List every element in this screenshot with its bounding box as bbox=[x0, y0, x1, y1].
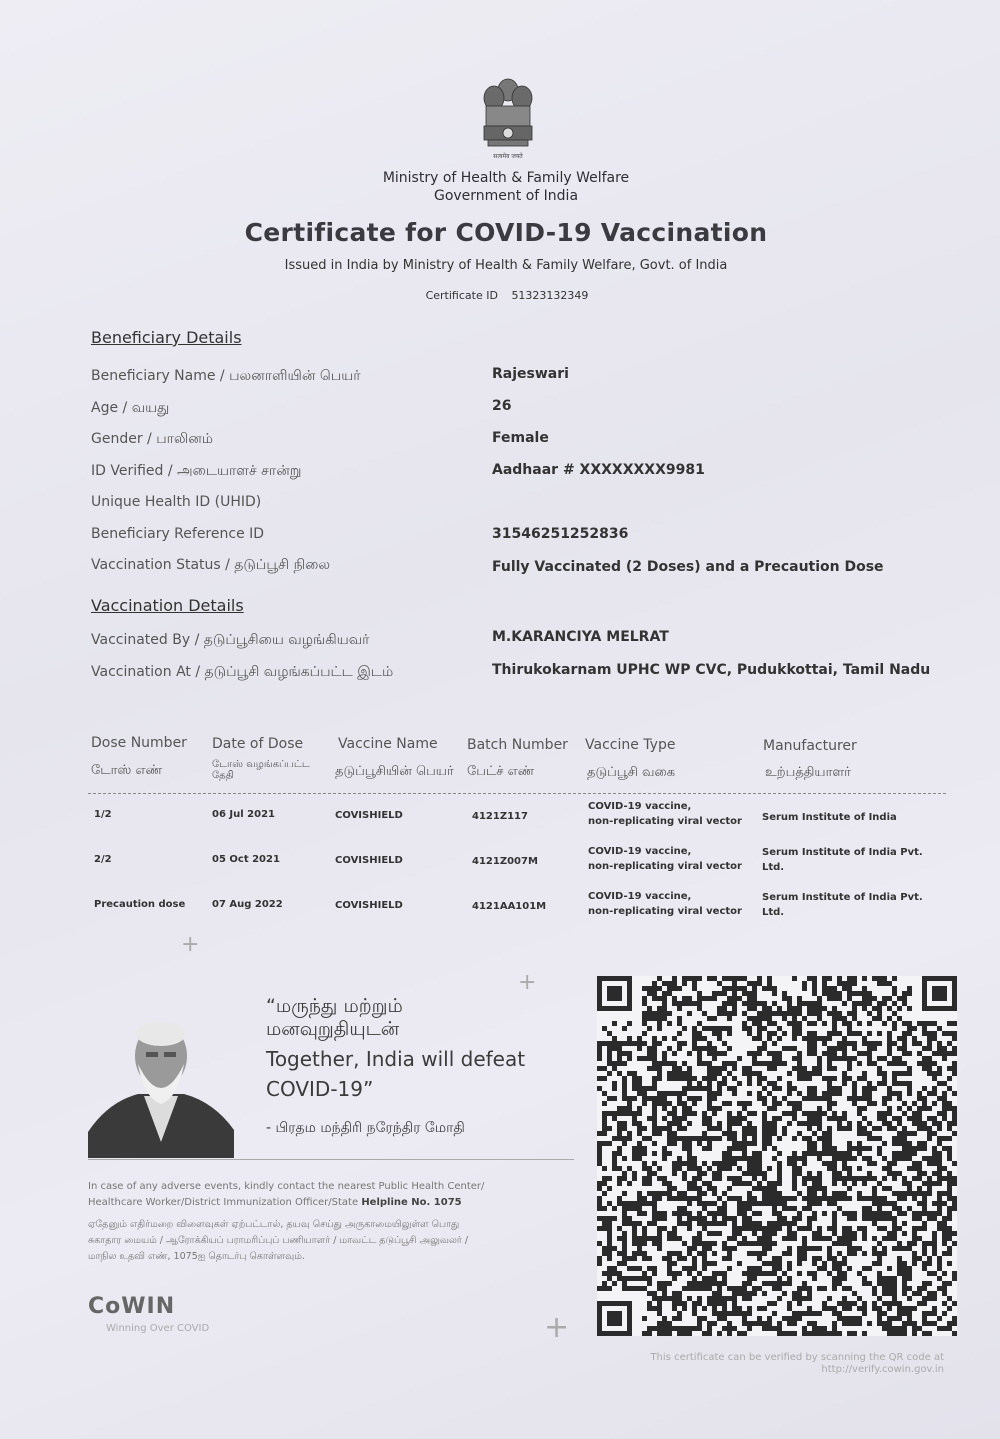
quote-english-1: Together, India will defeat bbox=[266, 1047, 526, 1071]
row3-batch: 4121AA101M bbox=[472, 901, 547, 912]
helpline-number: Helpline No. 1075 bbox=[361, 1197, 462, 1208]
quote-tamil-1: “மருந்து மற்றும் bbox=[266, 995, 403, 1017]
th-tamil-vaccine-name: தடுப்பூசியின் பெயர் bbox=[335, 764, 454, 779]
label-uhid: Unique Health ID (UHID) bbox=[91, 494, 262, 510]
th-vaccine-type: Vaccine Type bbox=[585, 737, 676, 753]
cowin-logo: CoWIN bbox=[88, 1294, 176, 1319]
certificate-id-line bbox=[0, 289, 1000, 302]
value-gender: Female bbox=[492, 430, 549, 446]
row3-type-1: COVID-19 vaccine, bbox=[588, 891, 692, 902]
label-vaccination-status: Vaccination Status / தடுப்பூசி நிலை bbox=[91, 557, 331, 573]
row1-batch: 4121Z117 bbox=[472, 811, 528, 822]
verify-line-2: http://verify.cowin.gov.in bbox=[821, 1364, 944, 1375]
row1-type-1: COVID-19 vaccine, bbox=[588, 801, 692, 812]
th-tamil-batch-number: பேட்ச் எண் bbox=[467, 764, 535, 779]
th-date-of-dose: Date of Dose bbox=[212, 736, 304, 752]
row3-name: COVISHIELD bbox=[335, 900, 403, 911]
value-vaccinated-by: M.KARANCIYA MELRAT bbox=[492, 629, 669, 645]
th-batch-number: Batch Number bbox=[467, 737, 568, 753]
row2-mfr-1: Serum Institute of India Pvt. bbox=[762, 847, 923, 858]
adverse-tamil-1: ஏதேனும் எதிர்மறை விளைவுகள் ஏற்பட்டால், தயவு செய்து அருகாமையிலுள்ள பொது bbox=[88, 1219, 460, 1230]
crosshair-mark-icon: + bbox=[181, 932, 200, 957]
row1-date: 06 Jul 2021 bbox=[212, 809, 275, 820]
value-age: 26 bbox=[492, 398, 512, 414]
th-vaccine-name: Vaccine Name bbox=[338, 736, 438, 752]
issued-by: Issued in India by Ministry of Health & Family Welfare, Govt. of India bbox=[284, 258, 728, 273]
th-tamil-vaccine-type: தடுப்பூசி வகை bbox=[587, 765, 676, 780]
cowin-tagline: Winning Over COVID bbox=[106, 1323, 210, 1334]
quote-tamil-2: மனவுறுதியுடன் bbox=[266, 1018, 400, 1040]
portrait-photo bbox=[88, 1012, 234, 1158]
th-dose-number: Dose Number bbox=[91, 735, 187, 751]
label-gender: Gender / பாலினம் bbox=[91, 431, 214, 447]
table-header-divider bbox=[88, 793, 946, 794]
vaccination-heading: Vaccination Details bbox=[91, 596, 244, 615]
certificate-title: Certificate for COVID-19 Vaccination bbox=[244, 218, 768, 247]
row2-mfr-2: Ltd. bbox=[762, 862, 785, 873]
value-vaccination-status: Fully Vaccinated (2 Doses) and a Precaution Dose bbox=[492, 559, 884, 575]
adverse-tamil-2: சுகாதார மையம் / ஆரோக்கியப் பராமரிப்புப் பணியாளர் / மாவட்ட தடுப்பூசி அலுவலர் / bbox=[88, 1235, 469, 1246]
adverse-events-note bbox=[88, 1179, 588, 1211]
state-emblem-icon bbox=[476, 76, 540, 166]
value-id-verified: Aadhaar # XXXXXXXX9981 bbox=[492, 462, 705, 478]
crosshair-mark-icon: + bbox=[544, 1310, 570, 1345]
emblem-caption: सत्यमेव जयते bbox=[493, 153, 523, 160]
value-name: Rajeswari bbox=[492, 366, 569, 382]
row1-mfr-1: Serum Institute of India bbox=[762, 812, 897, 823]
adverse-line-2 bbox=[88, 1195, 588, 1211]
row1-type-2: non-replicating viral vector bbox=[588, 816, 742, 827]
row2-date: 05 Oct 2021 bbox=[212, 854, 280, 865]
row3-type-2: non-replicating viral vector bbox=[588, 906, 742, 917]
verify-line-1: This certificate can be verified by scanning the QR code at bbox=[650, 1352, 944, 1363]
ministry-name: Ministry of Health & Family Welfare bbox=[382, 170, 630, 186]
th-manufacturer: Manufacturer bbox=[763, 738, 857, 754]
certificate-id-label: Certificate ID bbox=[425, 289, 498, 302]
label-age: Age / வயது bbox=[91, 400, 170, 416]
row2-name: COVISHIELD bbox=[335, 855, 403, 866]
beneficiary-heading: Beneficiary Details bbox=[91, 328, 242, 347]
th-tamil-date-of-dose: டோஸ் வழங்கப்பட்ட தேதி bbox=[212, 759, 310, 781]
qr-code-icon[interactable] bbox=[597, 976, 957, 1336]
value-reference-id: 31546251252836 bbox=[492, 526, 629, 542]
label-id-verified: ID Verified / அடையாளச் சான்று bbox=[91, 463, 302, 479]
row3-mfr-2: Ltd. bbox=[762, 907, 785, 918]
crosshair-mark-icon: + bbox=[518, 970, 537, 995]
adverse-line-2-text: Healthcare Worker/District Immunization Officer/State bbox=[88, 1197, 359, 1208]
th-tamil-manufacturer: உற்பத்தியாளர் bbox=[765, 765, 851, 780]
row3-mfr-1: Serum Institute of India Pvt. bbox=[762, 892, 923, 903]
certificate-id-value: 51323132349 bbox=[511, 289, 589, 302]
label-vaccination-at: Vaccination At / தடுப்பூசி வழங்கப்பட்ட இடம் bbox=[91, 664, 394, 680]
verify-note bbox=[560, 1352, 944, 1376]
adverse-tamil-3: மாநில உதவி எண், 1075ஐ தொடர்பு கொள்ளவும். bbox=[88, 1251, 305, 1262]
adverse-line-1: In case of any adverse events, kindly contact the nearest Public Health Center/ bbox=[88, 1181, 485, 1192]
row2-dose: 2/2 bbox=[94, 854, 112, 865]
row1-dose: 1/2 bbox=[94, 809, 112, 820]
th-tamil-dose-number: டோஸ் எண் bbox=[91, 763, 163, 778]
row3-date: 07 Aug 2022 bbox=[212, 899, 283, 910]
label-name: Beneficiary Name / பலனாளியின் பெயர் bbox=[91, 368, 361, 384]
row2-type-2: non-replicating viral vector bbox=[588, 861, 742, 872]
value-vaccination-at: Thirukokarnam UPHC WP CVC, Pudukkottai, Tamil Nadu bbox=[492, 662, 931, 678]
row2-type-1: COVID-19 vaccine, bbox=[588, 846, 692, 857]
row3-dose: Precaution dose bbox=[94, 899, 186, 910]
section-divider bbox=[88, 1159, 574, 1160]
row2-batch: 4121Z007M bbox=[472, 856, 538, 867]
adverse-events-note-tamil bbox=[88, 1217, 588, 1265]
quote-attribution: - பிரதம மந்திரி நரேந்திர மோதி bbox=[266, 1120, 465, 1136]
quote-english-2: COVID-19” bbox=[266, 1077, 374, 1101]
label-vaccinated-by: Vaccinated By / தடுப்பூசியை வழங்கியவர் bbox=[91, 632, 370, 648]
label-reference-id: Beneficiary Reference ID bbox=[91, 526, 265, 542]
government-name: Government of India bbox=[433, 188, 579, 204]
row1-name: COVISHIELD bbox=[335, 810, 403, 821]
